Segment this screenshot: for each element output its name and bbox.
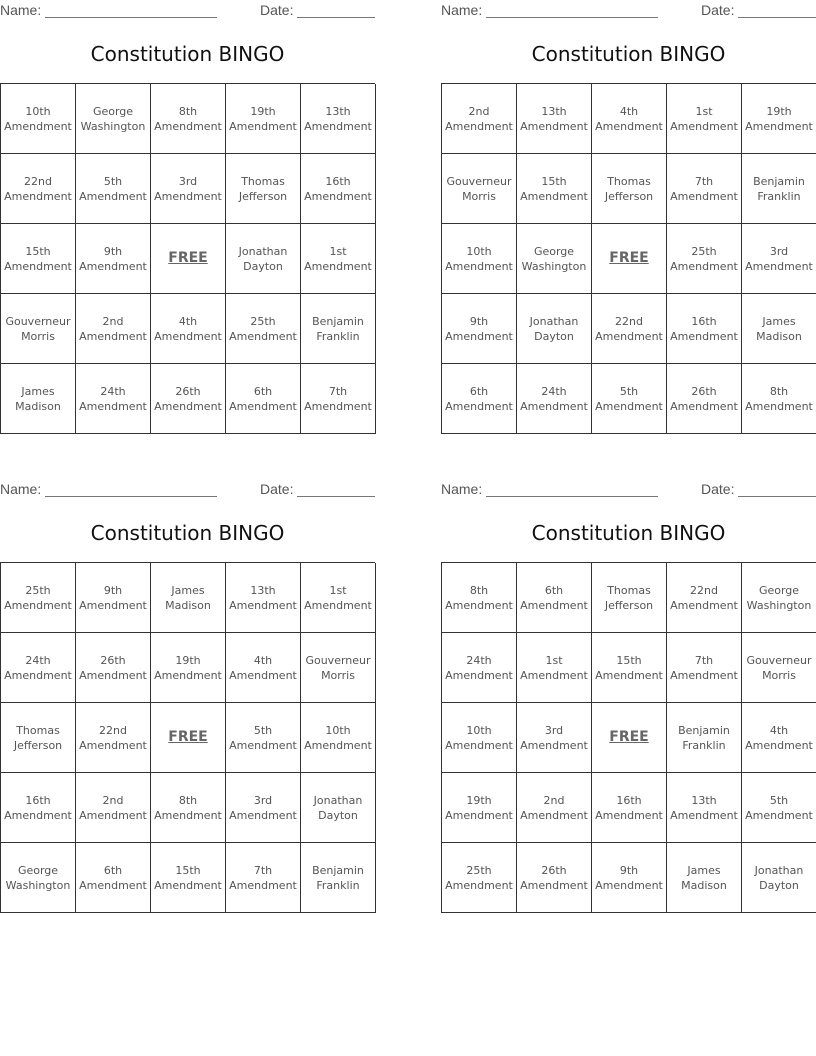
bingo-cell: 26th Amendment: [517, 843, 592, 913]
bingo-cell: 8th Amendment: [151, 773, 226, 843]
bingo-cell: 13th Amendment: [226, 563, 301, 633]
name-date-row: [0, 479, 375, 501]
bingo-cell: 19th Amendment: [226, 84, 301, 154]
bingo-cell: Thomas Jefferson: [592, 563, 667, 633]
bingo-cell: 7th Amendment: [301, 364, 376, 434]
date-blank-line[interactable]: [738, 496, 816, 497]
bingo-cell: 22nd Amendment: [592, 294, 667, 364]
free-space-cell: FREE: [151, 703, 226, 773]
bingo-cell: Benjamin Franklin: [742, 154, 816, 224]
date-blank-line[interactable]: [297, 17, 375, 18]
bingo-cell: Jonathan Dayton: [517, 294, 592, 364]
bingo-card: [441, 0, 816, 440]
bingo-cell: 22nd Amendment: [667, 563, 742, 633]
bingo-cell: 13th Amendment: [667, 773, 742, 843]
name-blank-line[interactable]: [45, 17, 217, 18]
bingo-cell: 25th Amendment: [1, 563, 76, 633]
bingo-grid: [441, 562, 816, 913]
bingo-cell: 4th Amendment: [226, 633, 301, 703]
bingo-cell: 10th Amendment: [301, 703, 376, 773]
bingo-cell: 10th Amendment: [1, 84, 76, 154]
bingo-cell: 6th Amendment: [442, 364, 517, 434]
bingo-cell: 25th Amendment: [442, 843, 517, 913]
bingo-cell: 16th Amendment: [1, 773, 76, 843]
bingo-cell: 1st Amendment: [667, 84, 742, 154]
bingo-cell: George Washington: [517, 224, 592, 294]
date-blank-line[interactable]: [738, 17, 816, 18]
bingo-cell: Gouverneur Morris: [742, 633, 816, 703]
bingo-card: [0, 0, 375, 440]
bingo-cell: 26th Amendment: [151, 364, 226, 434]
bingo-cell: Benjamin Franklin: [301, 843, 376, 913]
bingo-cell: 8th Amendment: [742, 364, 816, 434]
bingo-cell: Benjamin Franklin: [301, 294, 376, 364]
bingo-cell: 24th Amendment: [442, 633, 517, 703]
bingo-grid: [0, 83, 375, 434]
name-label: Name:: [0, 481, 42, 497]
bingo-cell: Benjamin Franklin: [667, 703, 742, 773]
date-blank-line[interactable]: [297, 496, 375, 497]
bingo-cell: 9th Amendment: [592, 843, 667, 913]
bingo-cell: Jonathan Dayton: [226, 224, 301, 294]
bingo-cell: 6th Amendment: [226, 364, 301, 434]
date-label: Date:: [260, 2, 294, 18]
bingo-cell: 3rd Amendment: [517, 703, 592, 773]
bingo-cell: 10th Amendment: [442, 224, 517, 294]
bingo-cell: 8th Amendment: [151, 84, 226, 154]
bingo-cell: Thomas Jefferson: [226, 154, 301, 224]
bingo-cell: 24th Amendment: [1, 633, 76, 703]
bingo-cell: 3rd Amendment: [742, 224, 816, 294]
bingo-cell: 6th Amendment: [517, 563, 592, 633]
bingo-cell: Jonathan Dayton: [742, 843, 816, 913]
name-blank-line[interactable]: [45, 496, 217, 497]
bingo-cell: 22nd Amendment: [1, 154, 76, 224]
bingo-card: [441, 479, 816, 919]
card-title: Constitution BINGO: [531, 521, 726, 545]
bingo-cell: 22nd Amendment: [76, 703, 151, 773]
name-date-row: [441, 479, 816, 501]
bingo-cell: 16th Amendment: [301, 154, 376, 224]
bingo-cell: 7th Amendment: [226, 843, 301, 913]
bingo-grid: [0, 562, 375, 913]
bingo-cell: 2nd Amendment: [517, 773, 592, 843]
bingo-cell: 5th Amendment: [742, 773, 816, 843]
bingo-cell: 2nd Amendment: [76, 773, 151, 843]
bingo-cell: 15th Amendment: [592, 633, 667, 703]
bingo-grid: [441, 83, 816, 434]
bingo-cell: 6th Amendment: [76, 843, 151, 913]
name-blank-line[interactable]: [486, 17, 658, 18]
bingo-cell: 1st Amendment: [301, 563, 376, 633]
bingo-cell: Gouverneur Morris: [442, 154, 517, 224]
bingo-cell: 3rd Amendment: [226, 773, 301, 843]
bingo-cell: 7th Amendment: [667, 154, 742, 224]
bingo-cell: 4th Amendment: [151, 294, 226, 364]
bingo-cell: 7th Amendment: [667, 633, 742, 703]
bingo-cell: 9th Amendment: [76, 563, 151, 633]
free-space-cell: FREE: [592, 224, 667, 294]
date-label: Date:: [701, 2, 735, 18]
bingo-cell: Thomas Jefferson: [592, 154, 667, 224]
card-title: Constitution BINGO: [90, 521, 285, 545]
bingo-cell: 5th Amendment: [592, 364, 667, 434]
bingo-cell: 5th Amendment: [226, 703, 301, 773]
bingo-cell: 15th Amendment: [151, 843, 226, 913]
bingo-cell: 1st Amendment: [301, 224, 376, 294]
free-space-cell: FREE: [592, 703, 667, 773]
bingo-cell: 13th Amendment: [517, 84, 592, 154]
name-date-row: [441, 0, 816, 22]
bingo-cell: 3rd Amendment: [151, 154, 226, 224]
bingo-cell: 8th Amendment: [442, 563, 517, 633]
bingo-cell: 1st Amendment: [517, 633, 592, 703]
bingo-cell: Gouverneur Morris: [301, 633, 376, 703]
bingo-cell: 24th Amendment: [76, 364, 151, 434]
bingo-cell: 15th Amendment: [1, 224, 76, 294]
bingo-cell: 26th Amendment: [667, 364, 742, 434]
name-label: Name:: [441, 2, 483, 18]
bingo-cell: James Madison: [151, 563, 226, 633]
bingo-cell: James Madison: [1, 364, 76, 434]
bingo-cell: 5th Amendment: [76, 154, 151, 224]
name-label: Name:: [0, 2, 42, 18]
bingo-cell: Jonathan Dayton: [301, 773, 376, 843]
bingo-cell: 16th Amendment: [592, 773, 667, 843]
bingo-cell: 9th Amendment: [442, 294, 517, 364]
bingo-cell: 4th Amendment: [592, 84, 667, 154]
bingo-cell: James Madison: [742, 294, 816, 364]
bingo-cell: George Washington: [742, 563, 816, 633]
name-blank-line[interactable]: [486, 496, 658, 497]
date-label: Date:: [701, 481, 735, 497]
bingo-cell: 26th Amendment: [76, 633, 151, 703]
bingo-cell: 25th Amendment: [667, 224, 742, 294]
bingo-cell: 19th Amendment: [742, 84, 816, 154]
card-title: Constitution BINGO: [90, 42, 285, 66]
bingo-cell: 16th Amendment: [667, 294, 742, 364]
bingo-card: [0, 479, 375, 919]
bingo-cell: 2nd Amendment: [76, 294, 151, 364]
bingo-cell: 19th Amendment: [442, 773, 517, 843]
bingo-cell: Gouverneur Morris: [1, 294, 76, 364]
bingo-cell: 25th Amendment: [226, 294, 301, 364]
card-title: Constitution BINGO: [531, 42, 726, 66]
bingo-cell: 9th Amendment: [76, 224, 151, 294]
bingo-cell: 13th Amendment: [301, 84, 376, 154]
bingo-cell: George Washington: [76, 84, 151, 154]
bingo-cell: 15th Amendment: [517, 154, 592, 224]
name-date-row: [0, 0, 375, 22]
bingo-cell: Thomas Jefferson: [1, 703, 76, 773]
bingo-cell: 4th Amendment: [742, 703, 816, 773]
free-space-cell: FREE: [151, 224, 226, 294]
date-label: Date:: [260, 481, 294, 497]
bingo-cell: 2nd Amendment: [442, 84, 517, 154]
name-label: Name:: [441, 481, 483, 497]
bingo-cell: 19th Amendment: [151, 633, 226, 703]
bingo-cell: James Madison: [667, 843, 742, 913]
bingo-cell: 24th Amendment: [517, 364, 592, 434]
bingo-cell: 10th Amendment: [442, 703, 517, 773]
bingo-cell: George Washington: [1, 843, 76, 913]
